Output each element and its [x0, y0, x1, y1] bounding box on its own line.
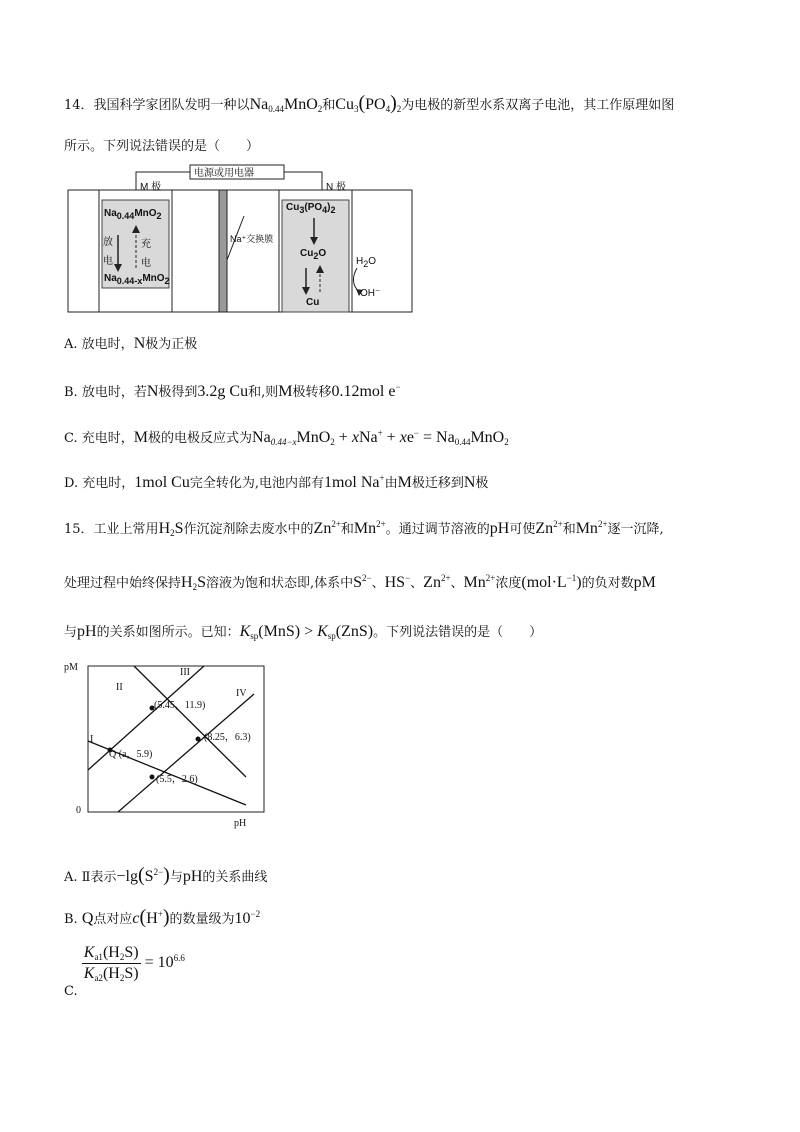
y-axis-label: pM: [64, 662, 78, 673]
battery-diagram: [64, 160, 414, 320]
h2o-label: $H_2O$: [356, 256, 377, 269]
n-top-species: $Cu_3(PO_4)_2$: [286, 202, 336, 215]
q14-stem-line1: [64, 92, 674, 115]
q15-option-c[interactable]: C. $\frac{K_{a1}(H_2S)}{K_{a2}(H_2S)}$ = $10^{6.6}$: [64, 944, 185, 999]
point-label-8.25-6.3: (8.25，6.3): [204, 732, 251, 743]
m-bottom-species: $Na_{0.44-x}MnO_2$: [104, 273, 170, 286]
q15-option-b[interactable]: B. Q点对应c(H+)的数量级为$10^{-2}$: [64, 906, 261, 928]
point-label-Q: Q (a，5.9): [109, 749, 153, 760]
curve-III-label: III: [180, 667, 190, 678]
ka-ratio-fraction: $\frac{K_{a1}(H_2S)}{K_{a2}(H_2S)}$: [83, 944, 139, 983]
point-label-5.45-11.9: (5.45，11.9): [154, 700, 206, 711]
n-bottom-species: Cu: [306, 297, 320, 308]
wire-n: [284, 172, 322, 190]
m-pole-label: M 极: [140, 182, 162, 193]
origin-label: 0: [76, 805, 81, 816]
curve-IV-label: IV: [236, 688, 247, 699]
charge-label-a: 充: [141, 239, 151, 250]
x-axis-label: pH: [234, 818, 247, 829]
q14-number: 14．: [64, 98, 94, 113]
discharge-label-a: 放: [103, 237, 113, 248]
q14-and: 和: [322, 98, 336, 113]
q14-option-c[interactable]: C. 充电时，M极的电极反应式为$Na_{0.44-x}MnO_2 + xNa^+ + xe^- = Na_{0.44}MnO_2$: [64, 428, 509, 447]
point-label-5.5-2.6: (5.5，2.6): [156, 774, 198, 785]
point-8.25-6.3: [196, 737, 201, 742]
q14-stem-a: 我国科学家团队发明一种以: [93, 98, 250, 113]
membrane-label: Na⁺交换膜: [230, 234, 274, 244]
n-pole-label: N 极: [326, 182, 346, 193]
pm-ph-graph: [64, 662, 274, 832]
q15-stem-line2: 处理过程中始终保持$H_2S$溶液为饱和状态即,体系中$S^{2-}$、HS−、$Zn^{2+}$、$Mn^{2+}$浓度$(mol\cdot L^{-1})$的负对数pM: [64, 573, 656, 592]
formula-cu3po42: $Cu_3(PO_4)_2$: [335, 92, 402, 114]
n-mid-species: $Cu_2O$: [300, 248, 327, 261]
q15-stem-line1: 15．工业上常用$H_2S$作沉淀剂除去废水中的$Zn^{2+}$和$Mn^{2+}$。通过调节溶液的pH可使$Zn^{2+}$和$Mn^{2+}$逐一沉降,: [64, 519, 664, 538]
m-top-species: $Na_{0.44}MnO_2$: [104, 208, 162, 221]
charge-label-b: 电: [141, 258, 151, 269]
q15-option-a[interactable]: A. Ⅱ表示$-\lg(S^{2-})$与pH的关系曲线: [64, 864, 268, 886]
oh-label: OH⁻: [360, 288, 381, 299]
formula-na044mno2: $Na_{0.44}MnO_2$: [249, 96, 323, 114]
q15-stem-line3: 与pH的关系如图所示。已知：$K_{sp}(MnS) > K_{sp}(ZnS)$。下列说法错误的是（ ）: [64, 623, 543, 641]
q14-c-equation: $Na_{0.44-x}MnO_2 + xNa^+ + xe^- = Na_{0.44}MnO_2$: [252, 428, 509, 447]
q14-option-a[interactable]: A. 放电时，N极为正极: [64, 335, 198, 352]
point-5.5-2.6: [150, 775, 155, 780]
q14-option-b[interactable]: B. 放电时，若N极得到3.2g Cu和,则M极转移0.12mol e−: [64, 382, 401, 400]
discharge-label-b: 电: [103, 256, 113, 267]
na-exchange-membrane: [219, 190, 227, 312]
q14-stem-line2: 所示。下列说法错误的是（ ）: [64, 139, 260, 154]
curve-II-label: II: [116, 682, 123, 693]
power-label: 电源或用电器: [194, 168, 254, 179]
q14-option-d[interactable]: D. 充电时，1mol Cu完全转化为,电池内部有1mol Na+由M极迁移到N极: [64, 473, 489, 491]
q14-stem-b: 为电极的新型水系双离子电池，其工作原理如图: [401, 98, 675, 113]
curve-I-label: I: [90, 734, 94, 745]
